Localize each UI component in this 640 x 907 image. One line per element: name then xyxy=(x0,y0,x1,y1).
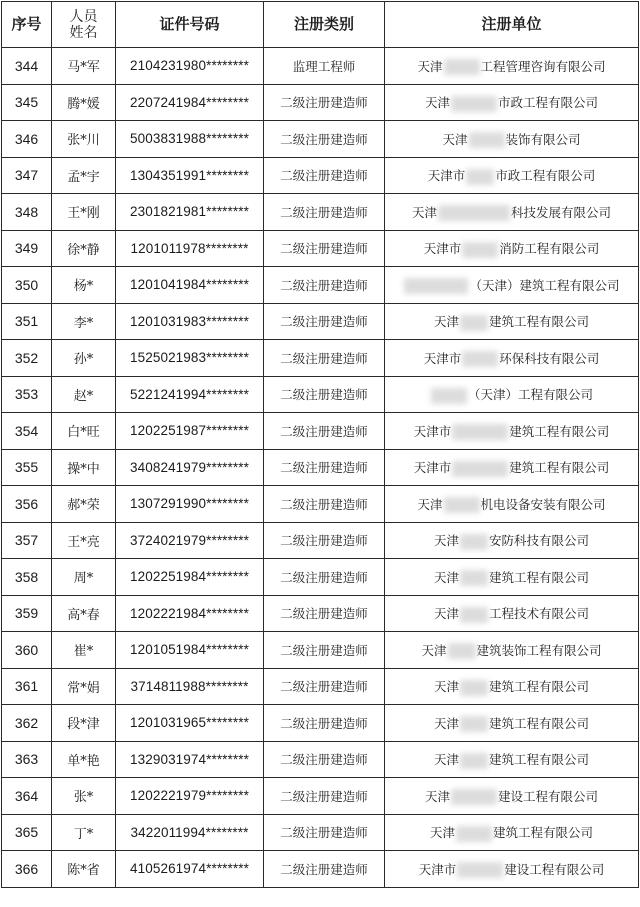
unit-suffix: 机电设备安装有限公司 xyxy=(480,496,606,512)
redaction-blur xyxy=(460,534,488,550)
unit-prefix: 天津 xyxy=(433,569,459,585)
row-name: 王*亮 xyxy=(52,522,116,559)
row-category: 二级注册建造师 xyxy=(264,376,385,413)
table-row xyxy=(2,486,639,523)
unit-prefix: 天津 xyxy=(433,679,459,694)
row-unit xyxy=(385,413,639,450)
unit-suffix: 建筑工程有限公司 xyxy=(489,569,590,585)
unit-prefix: 天津市 xyxy=(427,168,466,183)
row-name: 孙* xyxy=(52,340,116,377)
unit-suffix: 建筑工程有限公司 xyxy=(489,679,590,694)
redaction-blur xyxy=(404,278,468,294)
row-id-number: 2207241984******** xyxy=(116,84,264,121)
row-category: 二级注册建造师 xyxy=(264,230,385,267)
unit-suffix: 工程管理咨询有限公司 xyxy=(480,58,606,74)
row-unit xyxy=(385,376,639,413)
unit-suffix: 装饰有限公司 xyxy=(505,131,581,147)
row-category: 二级注册建造师 xyxy=(264,595,385,632)
table-row xyxy=(2,194,639,231)
row-category: 二级注册建造师 xyxy=(264,194,385,231)
unit-suffix: 建筑工程有限公司 xyxy=(493,825,594,840)
unit-prefix: 天津 xyxy=(433,606,459,621)
table-row xyxy=(2,741,639,778)
row-seq: 355 xyxy=(2,449,52,486)
unit-prefix: 天津 xyxy=(433,752,459,767)
row-seq: 350 xyxy=(2,267,52,304)
table-row xyxy=(2,230,639,267)
redaction-blur xyxy=(444,59,480,75)
row-unit xyxy=(385,230,639,267)
row-seq: 363 xyxy=(2,741,52,778)
row-name: 赵* xyxy=(52,376,116,413)
row-id-number: 5221241994******** xyxy=(116,376,264,413)
row-unit xyxy=(385,121,639,158)
redaction-blur xyxy=(451,789,497,805)
row-unit xyxy=(385,851,639,888)
unit-prefix: 天津市 xyxy=(413,460,452,475)
header-row xyxy=(2,2,639,48)
row-id-number: 3422011994******** xyxy=(116,814,264,851)
unit-suffix: （天津）工程有限公司 xyxy=(467,387,593,402)
row-unit xyxy=(385,814,639,851)
row-seq: 358 xyxy=(2,559,52,596)
row-category: 二级注册建造师 xyxy=(264,121,385,158)
row-category: 二级注册建造师 xyxy=(264,741,385,778)
table-row xyxy=(2,157,639,194)
unit-prefix: 天津 xyxy=(433,533,459,548)
row-name: 孟*宇 xyxy=(52,157,116,194)
unit-prefix: 天津 xyxy=(442,131,468,147)
row-unit xyxy=(385,340,639,377)
header-category: 注册类别 xyxy=(264,2,385,48)
row-id-number: 3714811988******** xyxy=(116,668,264,705)
row-unit xyxy=(385,267,639,304)
row-seq: 357 xyxy=(2,522,52,559)
table-row xyxy=(2,705,639,742)
row-category: 二级注册建造师 xyxy=(264,814,385,851)
row-id-number: 1201011978******** xyxy=(116,230,264,267)
redaction-blur xyxy=(460,570,488,586)
row-category: 二级注册建造师 xyxy=(264,778,385,815)
redaction-blur xyxy=(448,643,476,659)
redaction-blur xyxy=(460,716,488,732)
table-row xyxy=(2,84,639,121)
row-seq: 353 xyxy=(2,376,52,413)
row-category: 二级注册建造师 xyxy=(264,449,385,486)
row-name: 操*中 xyxy=(52,449,116,486)
row-id-number: 1307291990******** xyxy=(116,486,264,523)
unit-prefix: 天津市 xyxy=(418,861,457,877)
row-category: 二级注册建造师 xyxy=(264,632,385,669)
row-id-number: 1304351991******** xyxy=(116,157,264,194)
unit-suffix: 建筑工程有限公司 xyxy=(509,423,610,439)
table-row xyxy=(2,303,639,340)
unit-prefix: 天津 xyxy=(424,95,450,110)
unit-suffix: 科技发展有限公司 xyxy=(511,204,612,220)
row-unit xyxy=(385,486,639,523)
row-category: 二级注册建造师 xyxy=(264,851,385,888)
row-id-number: 1201051984******** xyxy=(116,632,264,669)
row-seq: 366 xyxy=(2,851,52,888)
table-row xyxy=(2,632,639,669)
row-name: 杨* xyxy=(52,267,116,304)
row-unit xyxy=(385,48,639,85)
row-seq: 348 xyxy=(2,194,52,231)
table-row xyxy=(2,595,639,632)
unit-suffix: 建筑工程有限公司 xyxy=(489,314,590,329)
redaction-blur xyxy=(431,388,467,404)
row-unit xyxy=(385,632,639,669)
row-unit xyxy=(385,595,639,632)
row-id-number: 2301821981******** xyxy=(116,194,264,231)
row-id-number: 1202221984******** xyxy=(116,595,264,632)
row-unit xyxy=(385,741,639,778)
row-name: 郝*荣 xyxy=(52,486,116,523)
row-id-number: 1201031965******** xyxy=(116,705,264,742)
row-category: 二级注册建造师 xyxy=(264,340,385,377)
row-unit xyxy=(385,194,639,231)
unit-suffix: 建设工程有限公司 xyxy=(504,861,605,877)
row-name: 周* xyxy=(52,559,116,596)
row-id-number: 1201041984******** xyxy=(116,267,264,304)
unit-prefix: 天津 xyxy=(421,642,447,658)
row-name: 常*娟 xyxy=(52,668,116,705)
row-id-number: 5003831988******** xyxy=(116,121,264,158)
row-unit xyxy=(385,778,639,815)
table-row xyxy=(2,814,639,851)
redaction-blur xyxy=(444,497,480,513)
row-seq: 352 xyxy=(2,340,52,377)
unit-suffix: 建筑工程有限公司 xyxy=(489,752,590,767)
unit-suffix: 建筑工程有限公司 xyxy=(489,715,590,731)
row-name: 张*川 xyxy=(52,121,116,158)
header-unit: 注册单位 xyxy=(385,2,639,48)
unit-suffix: 消防工程有限公司 xyxy=(499,241,600,256)
row-category: 二级注册建造师 xyxy=(264,303,385,340)
row-category: 二级注册建造师 xyxy=(264,486,385,523)
row-seq: 360 xyxy=(2,632,52,669)
row-id-number: 1202221979******** xyxy=(116,778,264,815)
unit-suffix: （天津）建筑工程有限公司 xyxy=(469,277,620,293)
row-id-number: 1525021983******** xyxy=(116,340,264,377)
unit-suffix: 工程技术有限公司 xyxy=(489,606,590,621)
row-seq: 344 xyxy=(2,48,52,85)
row-seq: 347 xyxy=(2,157,52,194)
unit-prefix: 天津 xyxy=(429,825,455,840)
row-name: 马*军 xyxy=(52,48,116,85)
row-name: 陈*省 xyxy=(52,851,116,888)
row-id-number: 3724021979******** xyxy=(116,522,264,559)
row-unit xyxy=(385,668,639,705)
header-seq: 序号 xyxy=(2,2,52,48)
table-row xyxy=(2,449,639,486)
row-seq: 349 xyxy=(2,230,52,267)
unit-suffix: 市政工程有限公司 xyxy=(498,95,599,110)
unit-suffix: 建设工程有限公司 xyxy=(498,788,599,804)
row-name: 单*艳 xyxy=(52,741,116,778)
row-seq: 356 xyxy=(2,486,52,523)
table-row xyxy=(2,413,639,450)
table-row xyxy=(2,48,639,85)
row-name: 段*津 xyxy=(52,705,116,742)
row-category: 二级注册建造师 xyxy=(264,413,385,450)
redaction-blur xyxy=(452,461,508,477)
row-unit xyxy=(385,84,639,121)
row-name: 丁* xyxy=(52,814,116,851)
row-name: 崔* xyxy=(52,632,116,669)
row-name: 高*春 xyxy=(52,595,116,632)
row-unit xyxy=(385,449,639,486)
redaction-blur xyxy=(462,242,498,258)
header-name xyxy=(52,2,116,48)
table-row xyxy=(2,376,639,413)
redaction-blur xyxy=(456,826,492,842)
row-unit xyxy=(385,303,639,340)
table-row xyxy=(2,851,639,888)
row-seq: 364 xyxy=(2,778,52,815)
table-row xyxy=(2,121,639,158)
unit-prefix: 天津 xyxy=(433,314,459,329)
row-id-number: 4105261974******** xyxy=(116,851,264,888)
redaction-blur xyxy=(460,680,488,696)
unit-prefix: 天津市 xyxy=(413,423,452,439)
row-unit xyxy=(385,705,639,742)
row-id-number: 2104231980******** xyxy=(116,48,264,85)
row-id-number: 1329031974******** xyxy=(116,741,264,778)
table-row xyxy=(2,522,639,559)
table-row xyxy=(2,668,639,705)
row-seq: 345 xyxy=(2,84,52,121)
row-name: 腾*媛 xyxy=(52,84,116,121)
row-seq: 346 xyxy=(2,121,52,158)
redaction-blur xyxy=(460,753,488,769)
unit-prefix: 天津市 xyxy=(423,241,462,256)
table-header xyxy=(2,2,639,48)
row-category: 二级注册建造师 xyxy=(264,705,385,742)
table-row xyxy=(2,340,639,377)
unit-prefix: 天津 xyxy=(417,496,443,512)
registration-table xyxy=(1,1,639,888)
row-category: 二级注册建造师 xyxy=(264,668,385,705)
table-row xyxy=(2,778,639,815)
row-id-number: 1202251984******** xyxy=(116,559,264,596)
row-name: 张* xyxy=(52,778,116,815)
table-row xyxy=(2,559,639,596)
row-name: 徐*静 xyxy=(52,230,116,267)
header-name-line1: 人员 xyxy=(69,8,98,25)
row-category: 二级注册建造师 xyxy=(264,84,385,121)
unit-suffix: 安防科技有限公司 xyxy=(489,533,590,548)
row-seq: 361 xyxy=(2,668,52,705)
row-id-number: 1202251987******** xyxy=(116,413,264,450)
unit-suffix: 环保科技有限公司 xyxy=(499,350,600,366)
unit-prefix: 天津 xyxy=(433,715,459,731)
table-body xyxy=(2,48,639,888)
redaction-blur xyxy=(462,351,498,367)
row-category: 监理工程师 xyxy=(264,48,385,85)
row-id-number: 3408241979******** xyxy=(116,449,264,486)
row-unit xyxy=(385,157,639,194)
row-unit xyxy=(385,522,639,559)
row-seq: 351 xyxy=(2,303,52,340)
row-category: 二级注册建造师 xyxy=(264,267,385,304)
redaction-blur xyxy=(451,96,497,112)
table-row xyxy=(2,267,639,304)
row-seq: 362 xyxy=(2,705,52,742)
redaction-blur xyxy=(452,424,508,440)
unit-prefix: 天津 xyxy=(417,58,443,74)
row-category: 二级注册建造师 xyxy=(264,522,385,559)
redaction-blur xyxy=(469,132,505,148)
redaction-blur xyxy=(457,862,503,878)
unit-suffix: 建筑装饰工程有限公司 xyxy=(476,642,602,658)
row-unit xyxy=(385,559,639,596)
row-category: 二级注册建造师 xyxy=(264,157,385,194)
row-id-number: 1201031983******** xyxy=(116,303,264,340)
unit-prefix: 天津 xyxy=(411,204,437,220)
redaction-blur xyxy=(460,607,488,623)
row-seq: 354 xyxy=(2,413,52,450)
unit-prefix: 天津 xyxy=(424,788,450,804)
redaction-blur xyxy=(438,205,510,221)
unit-suffix: 市政工程有限公司 xyxy=(495,168,596,183)
redaction-blur xyxy=(466,169,494,185)
unit-suffix: 建筑工程有限公司 xyxy=(509,460,610,475)
header-name-line2: 姓名 xyxy=(69,24,98,41)
row-category: 二级注册建造师 xyxy=(264,559,385,596)
redaction-blur xyxy=(460,315,488,331)
row-name: 李* xyxy=(52,303,116,340)
unit-prefix: 天津市 xyxy=(423,350,462,366)
row-name: 王*刚 xyxy=(52,194,116,231)
row-seq: 359 xyxy=(2,595,52,632)
row-name: 白*旺 xyxy=(52,413,116,450)
header-id: 证件号码 xyxy=(116,2,264,48)
row-seq: 365 xyxy=(2,814,52,851)
